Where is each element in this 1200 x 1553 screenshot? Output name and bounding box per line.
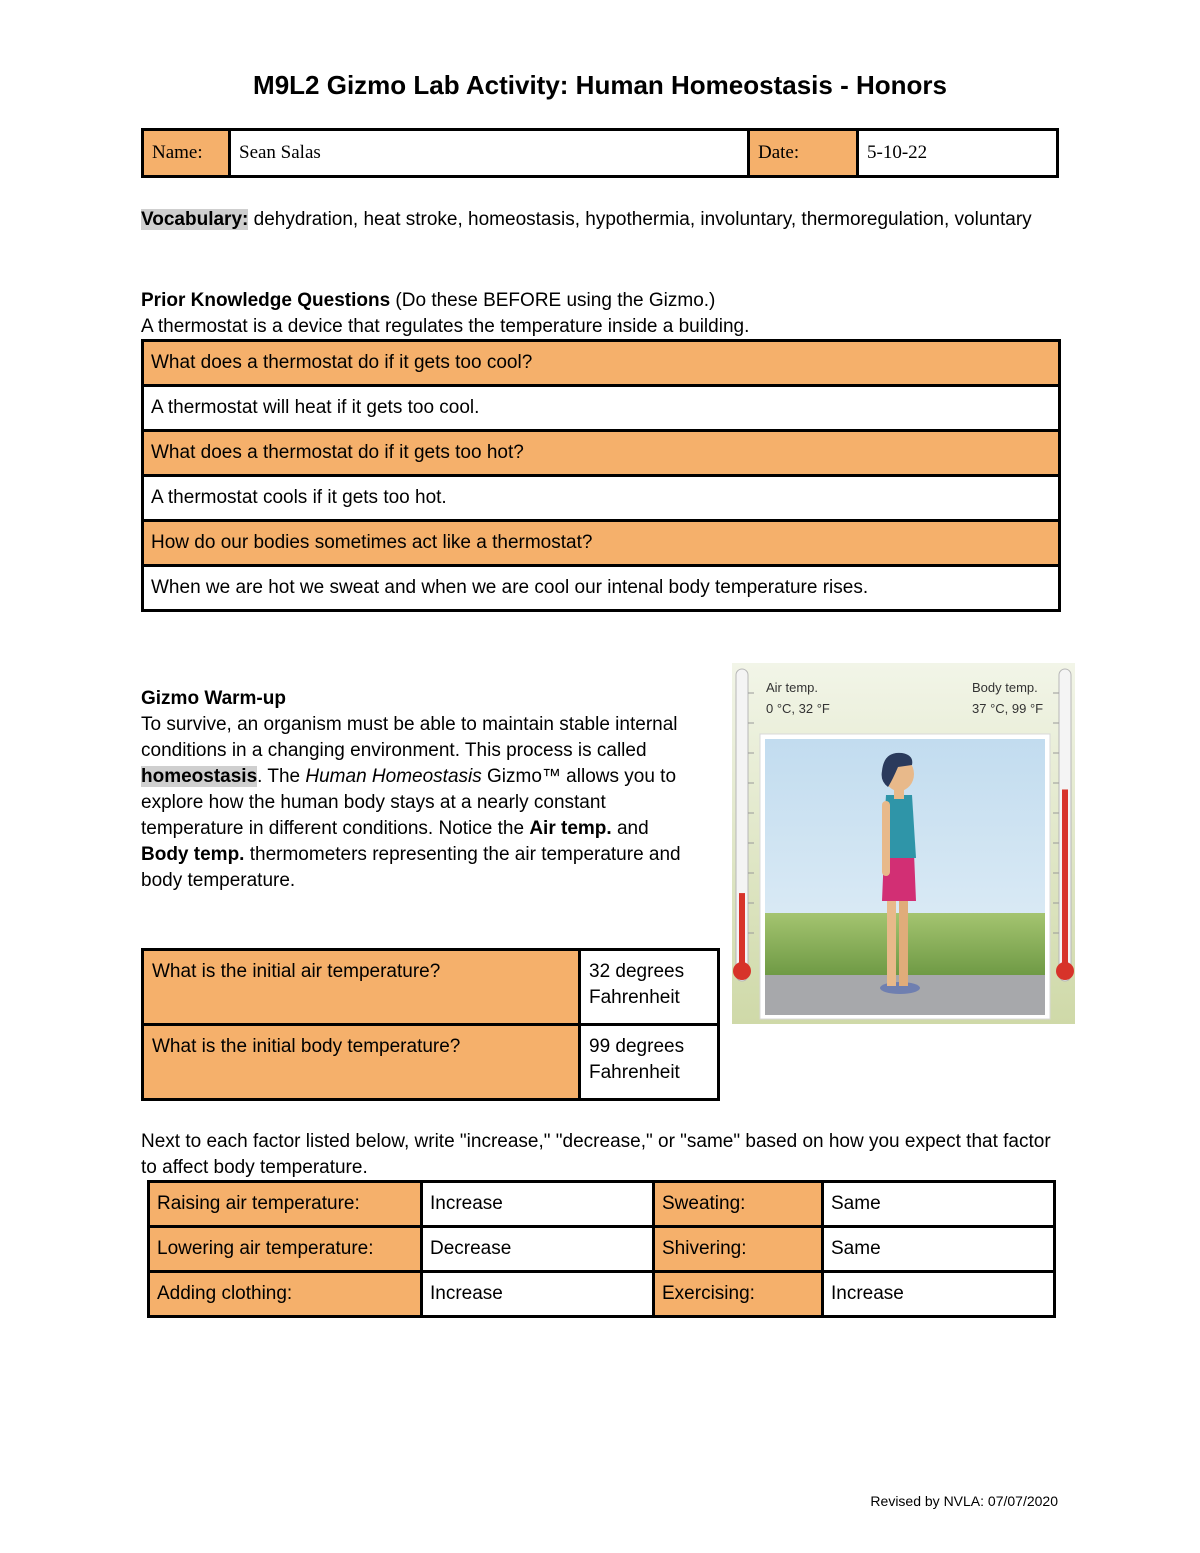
prior-knowledge-intro: A thermostat is a device that regulates the temperature inside a building. bbox=[141, 316, 750, 337]
prior-knowledge-note: (Do these BEFORE using the Gizmo.) bbox=[390, 290, 716, 311]
prior-knowledge-header bbox=[141, 288, 1066, 340]
student-info-table bbox=[141, 128, 1059, 178]
body-temp-label: Body temp. bbox=[972, 680, 1038, 695]
date-field[interactable]: 5-10-22 bbox=[858, 130, 1058, 177]
factor-label: Exercising: bbox=[654, 1272, 823, 1317]
body-temp-value: 37 °C, 99 °F bbox=[972, 701, 1044, 716]
factor-answer[interactable]: Increase bbox=[422, 1272, 654, 1317]
name-label: Name: bbox=[143, 130, 230, 177]
factor-label: Raising air temperature: bbox=[149, 1182, 422, 1227]
gizmo-name: Human Homeostasis bbox=[305, 766, 482, 787]
factor-answer[interactable]: Same bbox=[823, 1182, 1055, 1227]
factor-label: Lowering air temperature: bbox=[149, 1227, 422, 1272]
page-title: M9L2 Gizmo Lab Activity: Human Homeostasis - Honors bbox=[253, 70, 947, 100]
prior-knowledge-heading: Prior Knowledge Questions bbox=[141, 290, 391, 311]
initial-air-answer[interactable]: 32 degrees Fahrenheit bbox=[580, 950, 719, 1025]
warmup-heading: Gizmo Warm-up bbox=[141, 688, 286, 709]
pk-question: What does a thermostat do if it gets too hot? bbox=[143, 431, 1060, 476]
name-field[interactable]: Sean Salas bbox=[230, 130, 749, 177]
initial-temperature-table bbox=[141, 948, 720, 1101]
pk-question: What does a thermostat do if it gets too cool? bbox=[143, 341, 1060, 386]
pk-answer[interactable]: A thermostat cools if it gets too hot. bbox=[143, 476, 1060, 521]
date-label: Date: bbox=[749, 130, 858, 177]
homeostasis-term: homeostasis bbox=[141, 766, 258, 787]
pk-answer[interactable]: When we are hot we sweat and when we are cool our intenal body temperature rises. bbox=[143, 566, 1060, 611]
vocabulary-text: dehydration, heat stroke, homeostasis, hypothermia, involuntary, thermoregulation, voluntary bbox=[248, 209, 1032, 230]
factor-label: Sweating: bbox=[654, 1182, 823, 1227]
factors-table bbox=[147, 1180, 1056, 1318]
factor-answer[interactable]: Increase bbox=[422, 1182, 654, 1227]
air-temp-value: 0 °C, 32 °F bbox=[766, 701, 830, 716]
initial-body-answer[interactable]: 99 degrees Fahrenheit bbox=[580, 1025, 719, 1100]
factors-intro: Next to each factor listed below, write "increase," "decrease," or "same" based on how you expect that factor to affect body temperature. bbox=[141, 1131, 1051, 1178]
factor-answer[interactable]: Increase bbox=[823, 1272, 1055, 1317]
gizmo-simulation-image bbox=[732, 663, 1075, 1024]
vocabulary-section bbox=[141, 207, 1066, 233]
warmup-paragraph: To survive, an organism must be able to maintain stable internal conditions in a changing environment. This process is called homeostasis. The Human Homeostasis Gizmo™ allows you to explore how the human body stays at a nearly constant temperature in different conditions. Notice the Air temp. and Body temp. thermometers representing the air temperature and body temperature. bbox=[141, 714, 681, 891]
vocabulary-label: Vocabulary: bbox=[141, 209, 249, 230]
initial-air-question: What is the initial air temperature? bbox=[143, 950, 580, 1025]
factor-answer[interactable]: Decrease bbox=[422, 1227, 654, 1272]
pk-question: How do our bodies sometimes act like a thermostat? bbox=[143, 521, 1060, 566]
revision-footer: Revised by NVLA: 07/07/2020 bbox=[870, 1493, 1058, 1509]
air-temp-label: Air temp. bbox=[766, 680, 819, 695]
factor-label: Adding clothing: bbox=[149, 1272, 422, 1317]
pk-answer[interactable]: A thermostat will heat if it gets too cool. bbox=[143, 386, 1060, 431]
gizmo-warmup-section bbox=[141, 686, 681, 894]
factor-label: Shivering: bbox=[654, 1227, 823, 1272]
initial-body-question: What is the initial body temperature? bbox=[143, 1025, 580, 1100]
prior-knowledge-table bbox=[141, 339, 1061, 612]
factor-answer[interactable]: Same bbox=[823, 1227, 1055, 1272]
